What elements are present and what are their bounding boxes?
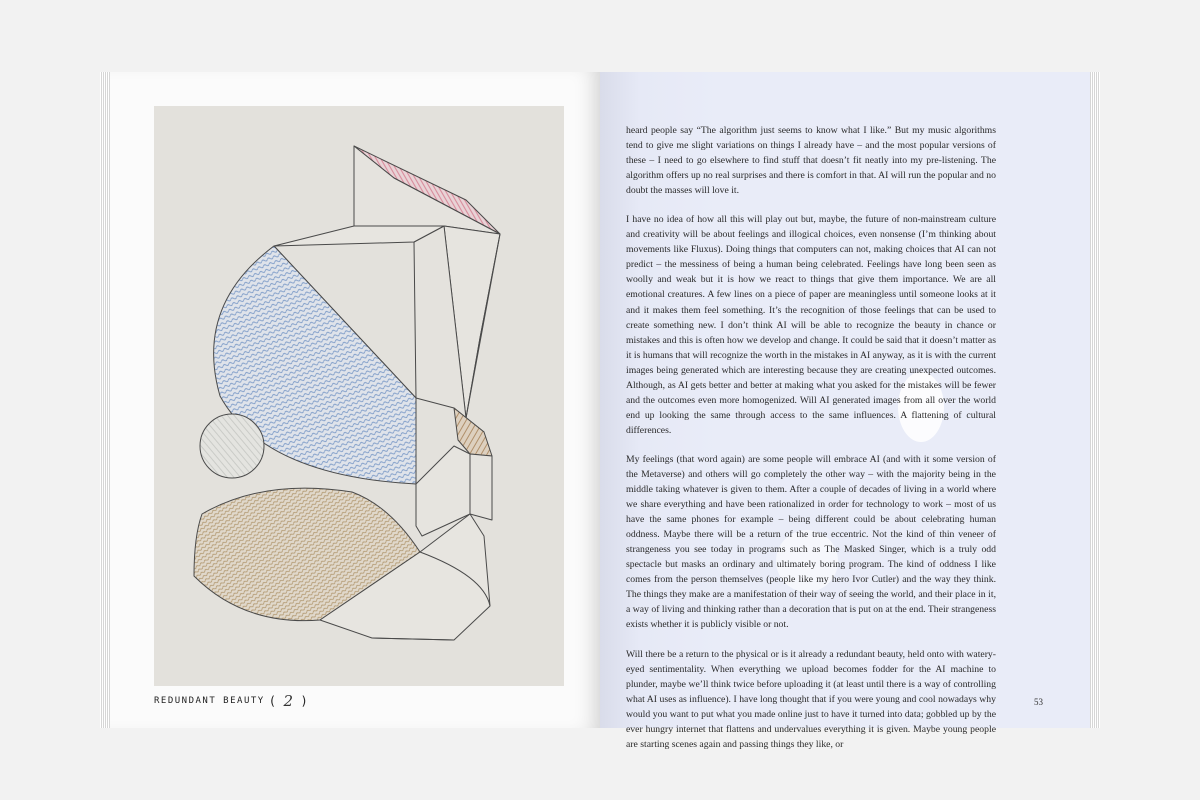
caption-open-paren: (	[268, 694, 278, 708]
page-edges-left	[100, 72, 110, 728]
paragraph: Will there be a return to the physical or is it already a redundant beauty, held onto with watery-eyed sentimentality. When everything we upload becomes fodder for the AI machine to plunder, maybe we’ll think twice before uploading it (at least until there is a way of controlling what AI uses as influence). I have long thought that if you were young and cool nowadays why would you want to put what you made online just to have it turned into data; gobbled up by the ever hungry internet that flattens and undervalues everything it is given. Maybe young people are starting scenes again and passing things they like, or	[626, 648, 996, 750]
caption-title: REDUNDANT BEAUTY	[154, 696, 265, 706]
paragraph: I have no idea of how all this will play out but, maybe, the future of non-mainstream culture and creativity will be about feelings and illogical choices, even nonsense (I’m thinking about movements like Fluxus). Doing things that computers can not, making choices that AI can not predict – the messiness of being a human being celebrated. Feelings have long been seen as woolly and weak but it is how we react to things that give them importance. We are all emotional creatures. A few lines on a piece of paper are meaningless until someone looks at it and it makes them feel something. It’s the recognition of those feelings that can be used to create something new. I don’t think AI will be able to recognize the beauty in chance or mistakes and this is often how we develop and change. It could be said that it doesn’t matter as it is humans that will recognize the worth in the mistakes in AI anyway, as it is with the current images being generated which are interesting because they are creating unexpected outcomes. Although, as AI gets better and better at making what you asked for the mistakes will be fewer and the outcomes even more homogenized. Will AI generated images from all over the world end up looking the same through access to the same influences. A flattening of cultural differences.	[626, 214, 996, 436]
left-page	[100, 72, 600, 728]
paragraph: My feelings (that word again) are some people will embrace AI (and with it some version of the Metaverse) and others will go completely the other way – with the majority being in the middle taking whatever is given to them. After a couple of decades of living in a world where we share everything and have been rationalized in order for technology to work – most of us have the same phones for example – being different could be about celebrating human oddness. Maybe there will be a return of the true eccentric. Not the kind of thin veneer of strangeness you see today in programs such as The Masked Singer, which is a truly odd spectacle but masks an ordinary and ultimately boring program. The kind of oddness I like comes from the person themselves (people like my hero Ivor Cutler) and the way they think. The things they make are a manifestation of their way of seeing the world, and their place in it, a way of living and thinking rather than a decoration that is put on at the end. Their strangeness exists whether it is publicly visible or not.	[626, 453, 996, 631]
page-number: 53	[1034, 697, 1043, 707]
geometric-drawing-artwork	[154, 106, 564, 686]
article-text	[626, 123, 996, 766]
artwork-caption	[154, 692, 309, 710]
caption-close-paren: )	[300, 694, 310, 708]
page-edges-right	[1090, 72, 1100, 728]
caption-number: 2	[283, 692, 295, 710]
paragraph: heard people say “The algorithm just seems to know what I like.” But my music algorithms tend to give me slight variations on things I already have – and the most popular versions of these – I need to go elsewhere to find stuff that doesn’t fit neatly into my pre-listening. The algorithm offers up no real surprises and there is comfort in that. AI will run the popular and no doubt the masses will love it.	[626, 125, 996, 197]
